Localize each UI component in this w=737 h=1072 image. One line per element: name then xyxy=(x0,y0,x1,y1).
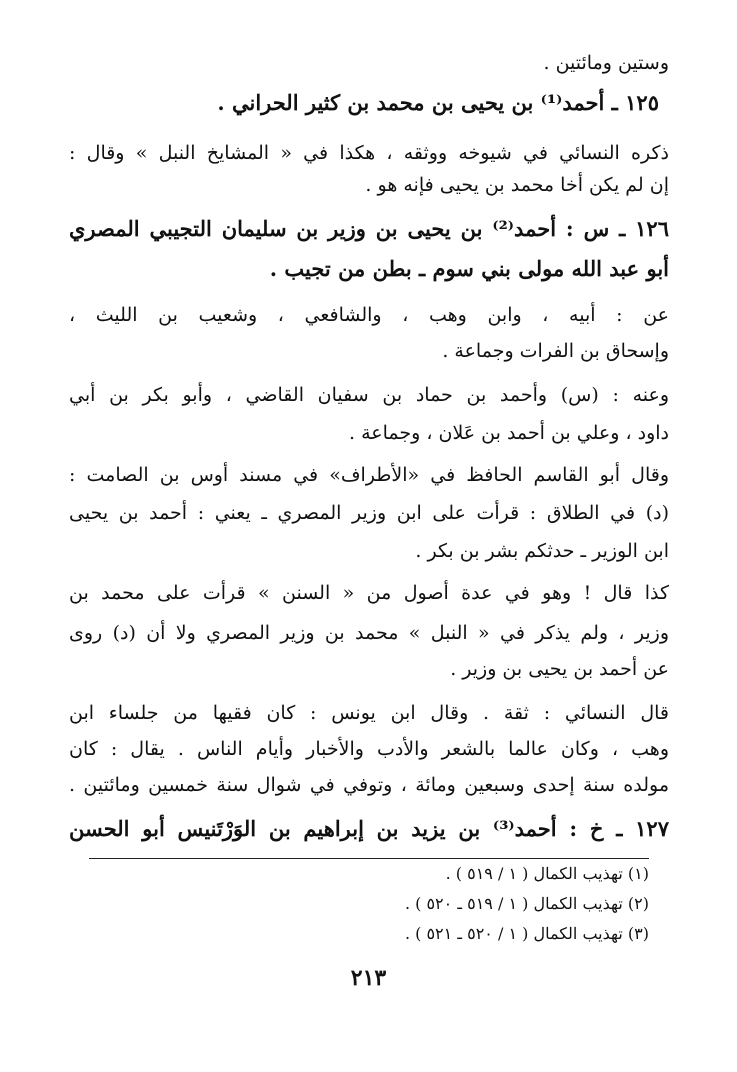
text-line-15: وزير ، ولم يذكر في « النبل » محمد بن وزير المصري ولا أن (د) روى xyxy=(69,622,669,644)
text-line-11: وقال أبو القاسم الحافظ في «الأطراف» في مسند أوس بن الصامت : xyxy=(69,464,669,486)
text-line-18: وهب ، وكان عالما بالشعر والأدب والأخبار وأيام الناس . يقال : كان xyxy=(69,738,669,760)
footnote-3: (٣) تهذيب الكمال ( ١ / ٥٢٠ ـ ٥٢١ ) . xyxy=(404,924,649,943)
text-line-17: قال النسائي : ثقة . وقال ابن يونس : كان فقيها من جلساء ابن xyxy=(69,702,669,724)
text-line-10: داود ، وعلي بن أحمد بن عَلان ، وجماعة . xyxy=(348,422,669,444)
text-line-9: وعنه : (س) وأحمد بن حماد بن سفيان القاضي ، وأبو بكر بن أبي xyxy=(69,384,669,406)
text-line-12: (د) في الطلاق : قرأت على ابن وزير المصري ـ يعني : أحمد بن يحيى xyxy=(69,502,669,524)
text-line-16: عن أحمد بن يحيى بن وزير . xyxy=(450,658,669,680)
text-line-14: كذا قال ! وهو في عدة أصول من « السنن » قرأت على محمد بن xyxy=(69,582,669,604)
text-line-13: ابن الوزير ـ حدثكم بشر بن بكر . xyxy=(415,540,669,562)
page-number: ٢١٣ xyxy=(350,965,387,991)
text-line-4: إن لم يكن أخا محمد بن يحيى فإنه هو . xyxy=(365,174,669,196)
footnote-separator xyxy=(89,858,649,859)
text-line-7: عن : أبيه ، وابن وهب ، والشافعي ، وشعيب بن الليث ، xyxy=(69,304,669,326)
entry-heading-125: ١٢٥ ـ أحمد⁽¹⁾ بن يحيى بن محمد بن كثير الحراني . xyxy=(217,90,659,115)
text-line-1: وستين ومائتين . xyxy=(543,52,669,74)
entry-heading-127: ١٢٧ ـ خ : أحمد⁽³⁾ بن يزيد بن إبراهيم بن الوَرْتَنيس أبو الحسن xyxy=(69,816,669,841)
text-line-19: مولده سنة إحدى وسبعين ومائة ، وتوفي في شوال سنة خمسين ومائتين . xyxy=(69,774,669,796)
footnote-2: (٢) تهذيب الكمال ( ١ / ٥١٩ ـ ٥٢٠ ) . xyxy=(404,894,649,913)
text-line-8: وإسحاق بن الفرات وجماعة . xyxy=(442,340,669,362)
entry-heading-126: ١٢٦ ـ س : أحمد⁽²⁾ بن يحيى بن وزير بن سليمان التجيبي المصري xyxy=(69,216,669,241)
text-line-3: ذكره النسائي في شيوخه ووثقه ، هكذا في « المشايخ النبل » وقال : xyxy=(69,142,669,164)
footnote-1: (١) تهذيب الكمال ( ١ / ٥١٩ ) . xyxy=(445,864,649,883)
entry-heading-126-cont: أبو عبد الله مولى بني سوم ـ بطن من تجيب . xyxy=(269,256,669,281)
